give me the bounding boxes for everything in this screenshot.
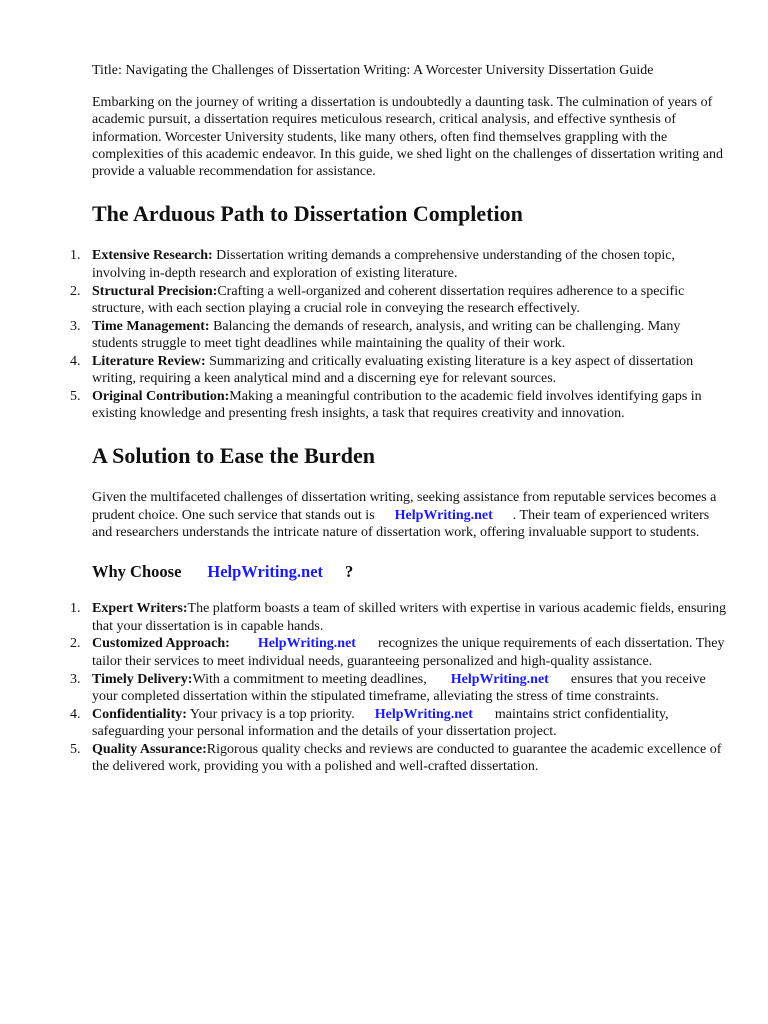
benefits-list <box>70 600 728 775</box>
section-heading-arduous-path: The Arduous Path to Dissertation Completion <box>92 201 523 227</box>
heading-suffix: ? <box>345 562 354 582</box>
item-text: Balancing the demands of research, analysis, and writing can be challenging. Many students struggle to meet tight deadlines while maintaining the quality of their work. <box>92 318 681 351</box>
item-term: Expert Writers: <box>92 601 188 617</box>
item-term: Quality Assurance: <box>92 741 207 757</box>
item-text-after: maintains strict confidentiality, safeguarding your personal information and the details of your dissertation project. <box>92 706 669 739</box>
list-item <box>54 388 728 423</box>
why-choose-heading <box>92 562 728 582</box>
item-text: Summarizing and critically evaluating existing literature is a key aspect of dissertation writing, requiring a keen analytical mind and a discerning eye for relevant sources. <box>92 353 694 387</box>
solution-paragraph <box>92 489 728 541</box>
item-term: Original Contribution: <box>92 388 230 404</box>
item-term: Time Management: <box>92 318 210 334</box>
item-text: Making a meaningful contribution to the academic field involves identifying gaps in existing knowledge and presenting fresh insights, a task that requires creativity and innovation. <box>92 388 702 422</box>
section-heading-solution: A Solution to Ease the Burden <box>92 443 375 469</box>
item-text: Rigorous quality checks and reviews are conducted to guarantee the academic excellence of the delivered work, providing you with a polished and well-crafted dissertation. <box>92 741 722 775</box>
item-number: 3. <box>70 671 81 687</box>
solution-text-after: . Their team of experienced writers and researchers understands the intricate nature of dissertation work, offering invaluable support to students. <box>92 507 710 541</box>
item-text: With a commitment to meeting deadlines, <box>192 671 427 687</box>
item-text: Your privacy is a top priority. <box>189 706 355 722</box>
item-text: The platform boasts a team of skilled writers with expertise in various academic fields, ensuring that your dissertation is in capable hands. <box>92 601 726 634</box>
item-number: 1. <box>70 248 81 264</box>
item-term: Timely Delivery: <box>92 671 193 687</box>
item-number: 5. <box>70 741 81 757</box>
solution-text-before: Given the multifaceted challenges of dissertation writing, seeking assistance from reputable services becomes a prudent choice. One such service that stands out is <box>92 490 717 523</box>
list-item <box>54 283 728 318</box>
item-text: Dissertation writing demands a comprehensive understanding of the chosen topic, involving in-depth research and exploration of existing literature. <box>92 248 675 281</box>
list-item <box>54 706 728 741</box>
intro-paragraph: Embarking on the journey of writing a dissertation is undoubtedly a daunting task. The culmination of years of academic pursuit, a dissertation requires meticulous research, critical analysis, and effective synthesis of information. Worcester University students, like many others, often find themselves grappling with the complexities of this academic endeavor. In this guide, we shed light on the challenges of dissertation writing and provide a valuable recommendation for assistance. <box>92 95 724 180</box>
item-text-after: ensures that you receive your completed dissertation within the stipulated timeframe, alleviating the stress of time constraints. <box>92 671 706 704</box>
item-term: Confidentiality: <box>92 706 187 722</box>
list-item <box>54 671 728 706</box>
list-item <box>54 353 728 388</box>
list-item <box>54 318 728 353</box>
item-number: 4. <box>70 353 81 369</box>
item-term: Customized Approach: <box>92 636 230 652</box>
helpwriting-link[interactable]: HelpWriting.net <box>207 562 324 582</box>
document-title: Title: Navigating the Challenges of Dissertation Writing: A Worcester University Dissertation Guide <box>92 63 654 78</box>
list-item <box>54 600 728 635</box>
helpwriting-link[interactable]: HelpWriting.net <box>394 507 493 523</box>
item-number: 1. <box>70 601 81 617</box>
helpwriting-link[interactable]: HelpWriting.net <box>374 706 473 722</box>
list-item <box>54 635 728 670</box>
item-number: 5. <box>70 388 81 404</box>
item-number: 2. <box>70 636 81 652</box>
challenges-list <box>70 247 728 422</box>
item-text: recognizes the unique requirements of each dissertation. They tailor their services to meet individual needs, guaranteeing personalized and high-quality assistance. <box>92 636 725 669</box>
item-number: 3. <box>70 318 81 334</box>
list-item <box>54 247 728 282</box>
item-term: Structural Precision: <box>92 283 218 299</box>
list-item <box>54 741 728 776</box>
item-number: 4. <box>70 706 81 722</box>
item-text: Crafting a well-organized and coherent dissertation requires adherence to a specific structure, with each section playing a crucial role in conveying the research effectively. <box>92 283 685 316</box>
item-term: Literature Review: <box>92 353 206 369</box>
helpwriting-link[interactable]: HelpWriting.net <box>257 636 356 652</box>
helpwriting-link[interactable]: HelpWriting.net <box>450 671 549 687</box>
item-number: 2. <box>70 283 81 299</box>
item-term: Extensive Research: <box>92 248 213 264</box>
heading-prefix: Why Choose <box>92 562 182 582</box>
